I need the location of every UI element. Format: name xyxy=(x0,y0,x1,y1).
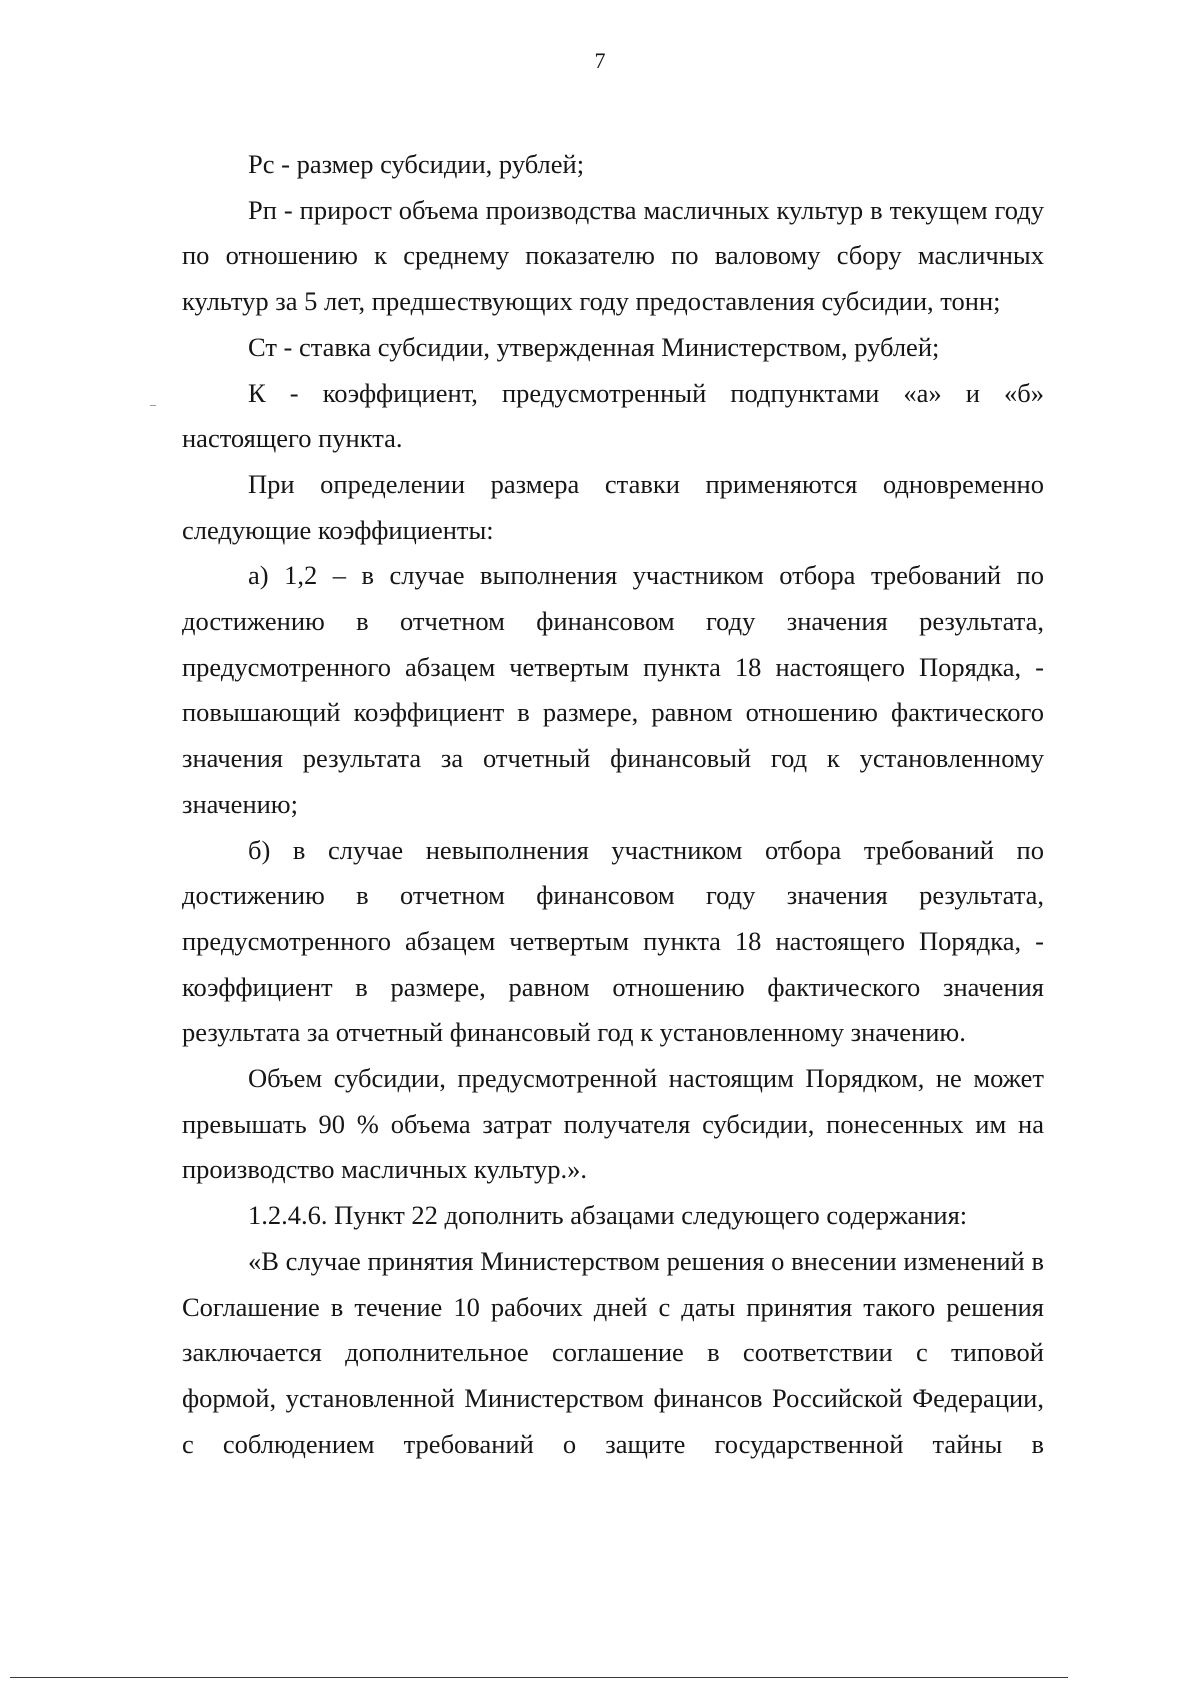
paragraph-subsidy-limit: Объем субсидии, предусмотренной настоящим Порядком, не может превышать 90 % объема затрат получателя субсидии, понесенных им на производство масличных культур.». xyxy=(182,1063,1044,1185)
paragraph-subpoint-b: б) в случае невыполнения участником отбора требований по достижению в отчетном финансовом году значения результата, предусмотренного абзацем четвертым пункта 18 настоящего Порядка, - коэффициент в размере, равном отношению фактического значения результата за отчетный финансовый год к установленному значению. xyxy=(182,834,1044,1048)
bottom-scan-line xyxy=(10,1677,1068,1678)
paragraph-k-definition: К - коэффициент, предусмотренный подпунктами «а» и «б» настоящего пункта. xyxy=(182,377,1044,454)
paragraph-amendment-heading: 1.2.4.6. Пункт 22 дополнить абзацами следующего содержания: xyxy=(248,1200,968,1231)
paragraph-rs-definition: Рс - размер субсидии, рублей; xyxy=(248,149,585,179)
paragraph-agreement-change: «В случае принятия Министерством решения о внесении изменений в Соглашение в течение 10 рабочих дней с даты принятия такого решения заключается дополнительное соглашение в соответствии с типовой формой, установленной Министерством финансов Российской Федерации, с соблюдением требований о защите государственной тайны в xyxy=(182,1245,1044,1459)
paragraph-coefficients-intro: При определении размера ставки применяются одновременно следующие коэффициенты: xyxy=(182,468,1044,545)
scan-margin-mark xyxy=(150,405,156,406)
paragraph-st-definition: Ст - ставка субсидии, утвержденная Министерством, рублей; xyxy=(248,331,940,362)
paragraph-rp-definition: Рп - прирост объема производства масличных культур в текущем году по отношению к среднему показателю по валовому сбору масличных культур за 5 лет, предшествующих году предоставления субсидии, тонн; xyxy=(182,194,1044,317)
paragraph-subpoint-a: а) 1,2 – в случае выполнения участником отбора требований по достижению в отчетном финансовом году значения результата, предусмотренного абзацем четвертым пункта 18 настоящего Порядка, - повышающий коэффициент в размере, равном отношению фактического значения результата за отчетный финансовый год к установленному значению; xyxy=(182,560,1044,819)
document-body xyxy=(182,142,1044,1467)
page-number: 7 xyxy=(594,48,606,73)
